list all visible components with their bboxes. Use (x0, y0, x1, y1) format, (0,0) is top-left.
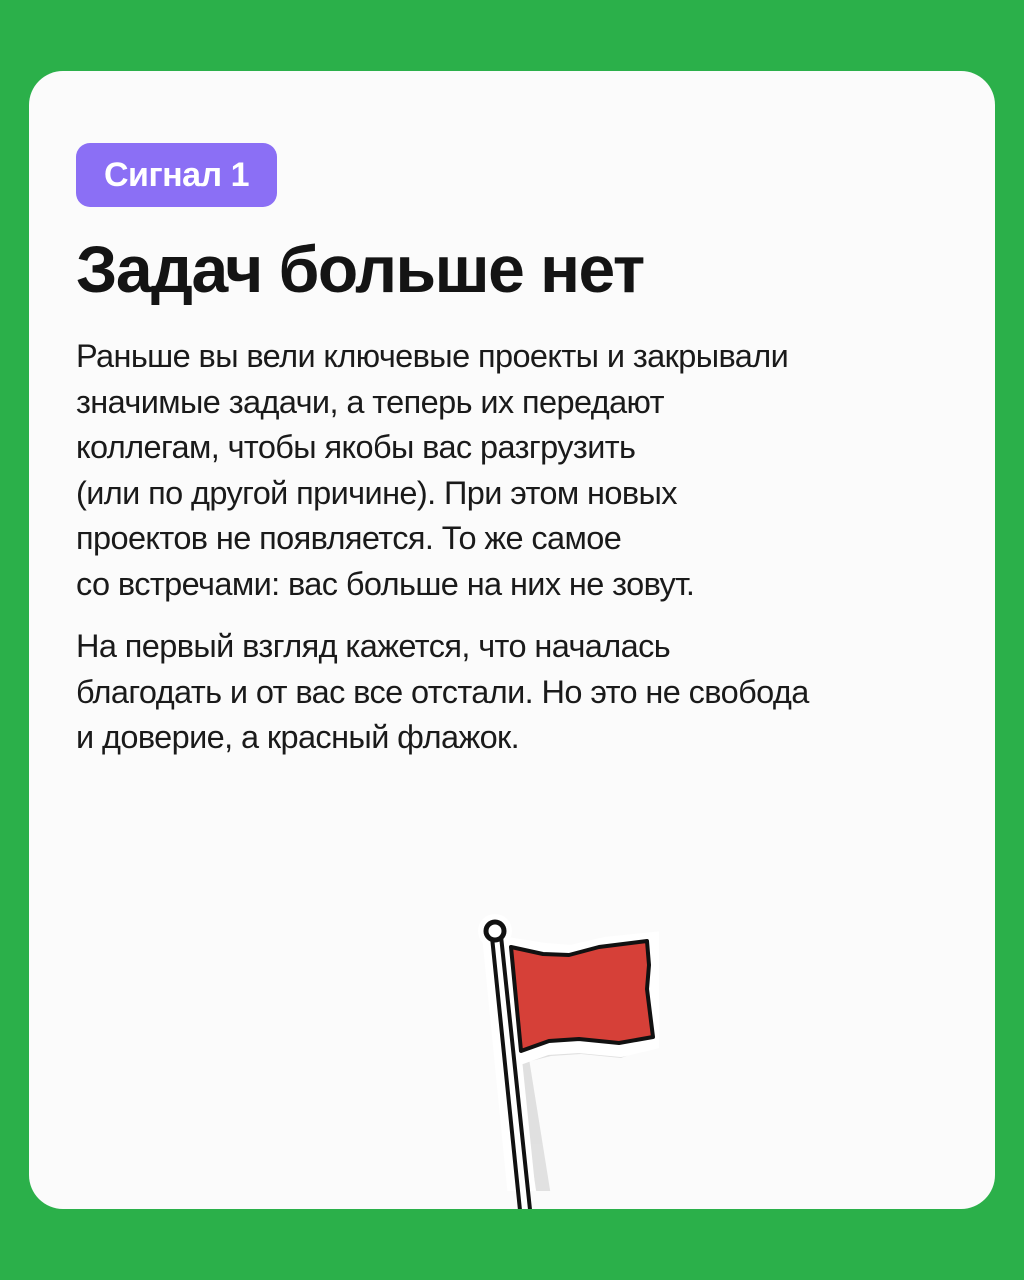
paragraph-2 (76, 624, 809, 761)
flag-drawing (449, 841, 659, 1191)
pole-finial (486, 922, 504, 940)
text-line: коллегам, чтобы якобы вас разгрузить (76, 429, 636, 466)
text-line: На первый взгляд кажется, что началась (76, 628, 671, 664)
text-line: со встречами: вас больше на них не зовут. (76, 565, 695, 602)
text-line: (или по другой причине). При этом новых (76, 474, 677, 511)
flag-cloth (511, 941, 653, 1051)
signal-badge: Сигнал 1 (76, 143, 277, 207)
text-line: Раньше вы вели ключевые проекты и закрывали (76, 338, 789, 374)
text-line: проектов не появляется. То же самое (76, 520, 622, 557)
content-card (29, 71, 995, 1209)
page-title: Задач больше нет (76, 232, 644, 306)
text-line: и доверие, а красный флажок. (76, 719, 520, 756)
text-line: благодать и от вас все отстали. Но это не свобода (76, 673, 809, 710)
text-line: значимые задачи, а теперь их передают (76, 383, 664, 420)
paragraph-1 (76, 334, 788, 608)
